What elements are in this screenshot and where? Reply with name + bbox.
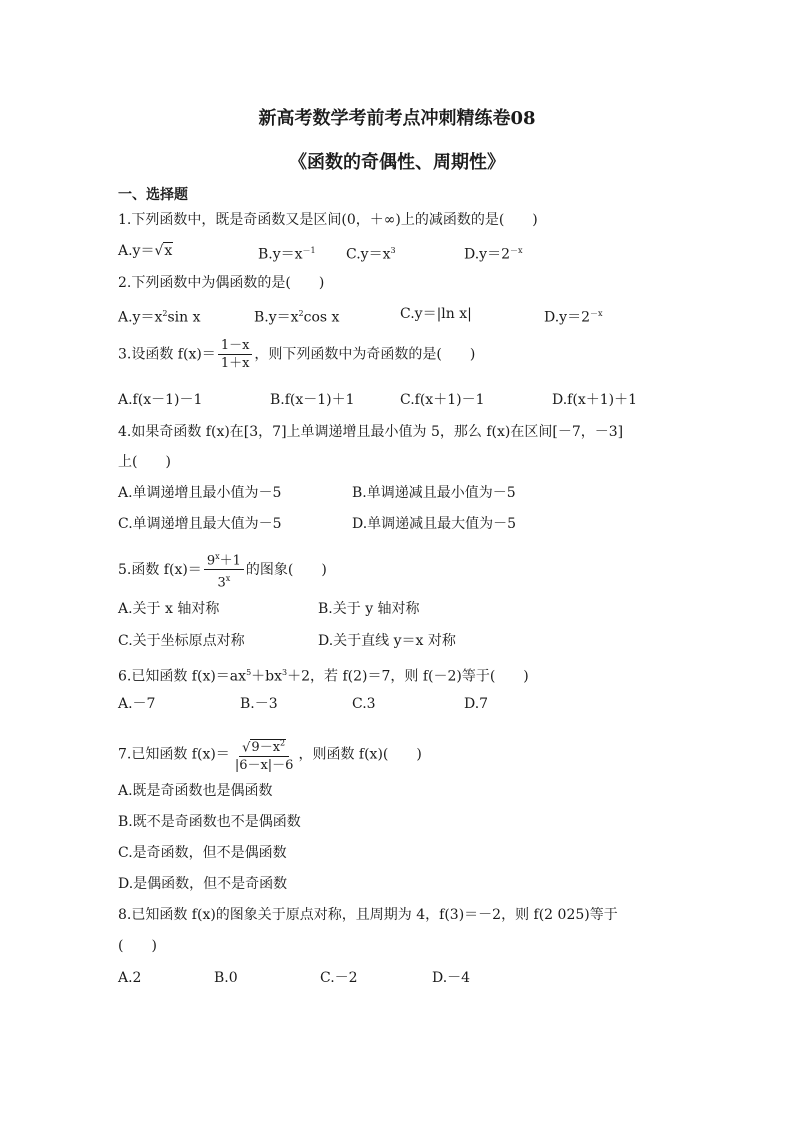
fraction: $\frac{1-x}{1+x}$ xyxy=(218,337,253,372)
question-6-stem: 6.已知函数 $f(x)=ax^5+bx^3+2$，若 f(2)＝7，则 f(－2)等于( ) xyxy=(118,668,529,685)
question-7-option-b: B.既不是奇函数也不是偶函数 xyxy=(118,814,301,830)
question-8-option-b: B.0 xyxy=(214,970,238,986)
question-1-option-b: $B.y=x^{-1}$ xyxy=(258,246,316,263)
page-subtitle: 《函数的奇偶性、周期性》 xyxy=(289,152,505,173)
question-8-option-a: A.2 xyxy=(118,970,142,986)
question-2-option-a: $A.y=x^2\sin$ x xyxy=(118,309,201,326)
question-1-option-a: A.y＝√x xyxy=(118,240,173,262)
question-6-option-c: C.3 xyxy=(352,696,376,712)
fraction: $\frac{√9-x^2}{|6-x|-6}$ xyxy=(232,735,297,774)
question-8-stem-cont: ( ) xyxy=(118,938,157,954)
question-4-option-d: D.单调递减且最大值为－5 xyxy=(352,516,517,532)
question-4-option-a: A.单调递增且最小值为－5 xyxy=(118,485,282,501)
question-3-option-b: B.f(x－1)＋1 xyxy=(270,392,355,408)
question-7-option-c: C.是奇函数，但不是偶函数 xyxy=(118,845,287,861)
question-2-option-c: C.y＝|ln x| xyxy=(400,306,472,322)
question-7-option-a: A.既是奇函数也是偶函数 xyxy=(118,783,273,799)
question-5-option-a: A.关于 x 轴对称 xyxy=(118,601,220,617)
page-title: 新高考数学考前考点冲刺精练卷08 xyxy=(258,108,536,129)
question-1-option-d: $D.y=2^{-x}$ xyxy=(464,246,523,263)
question-5-option-c: C.关于坐标原点对称 xyxy=(118,633,245,649)
question-2-stem: 2.下列函数中为偶函数的是( ) xyxy=(118,275,325,291)
question-5-option-b: B.关于 y 轴对称 xyxy=(318,601,420,617)
question-3-option-c: C.f(x＋1)－1 xyxy=(400,392,485,408)
question-7-option-d: D.是偶函数，但不是奇函数 xyxy=(118,876,288,892)
question-1-stem: 1.下列函数中，既是奇函数又是区间(0，＋∞)上的减函数的是( ) xyxy=(118,212,538,228)
sqrt-symbol: √x xyxy=(154,243,173,259)
question-4-stem-cont: 上( ) xyxy=(118,454,171,470)
question-8-stem: 8.已知函数 f(x)的图象关于原点对称，且周期为 4，f(3)＝－2，则 f(2 025)等于 xyxy=(118,907,618,923)
question-5-option-d: D.关于直线 y＝x 对称 xyxy=(318,633,456,649)
question-6-option-a: A.－7 xyxy=(118,696,156,712)
question-3-stem: 3.设函数 f(x)＝ $\frac{1-x}{1+x}$ ，则下列函数中为奇函数的是( ) xyxy=(118,338,476,371)
question-3-option-d: D.f(x＋1)＋1 xyxy=(552,392,637,408)
question-7-stem: 7.已知函数 f(x)＝ $\frac{√9-x^2}{|6-x|-6}$ ，则函数 f(x)( ) xyxy=(118,735,422,774)
question-1-option-c: $C.y=x^3$ xyxy=(346,246,396,263)
question-4-option-b: B.单调递减且最小值为－5 xyxy=(352,485,516,501)
question-3-option-a: A.f(x－1)－1 xyxy=(118,392,203,408)
question-4-option-c: C.单调递增且最大值为－5 xyxy=(118,516,282,532)
question-4-stem: 4.如果奇函数 f(x)在[3，7]上单调递增且最小值为 5，那么 f(x)在区间[－7，－3] xyxy=(118,424,624,440)
question-8-option-d: D.－4 xyxy=(432,970,471,986)
question-8-option-c: C.－2 xyxy=(320,970,358,986)
section-heading: 一、选择题 xyxy=(118,187,188,203)
sqrt-symbol: $√9-x^2$ xyxy=(242,739,286,756)
question-6-option-b: B.－3 xyxy=(240,696,278,712)
question-6-option-d: D.7 xyxy=(464,696,489,712)
question-2-option-b: $B.y=x^2\cos$ x xyxy=(254,309,340,326)
fraction: $\frac{9^x+1}{3^x}$ xyxy=(204,548,244,592)
question-2-option-d: $D.y=2^{-x}$ xyxy=(544,309,603,326)
question-5-stem: 5.函数 f(x)＝ $\frac{9^x+1}{3^x}$ 的图象( ) xyxy=(118,548,327,592)
